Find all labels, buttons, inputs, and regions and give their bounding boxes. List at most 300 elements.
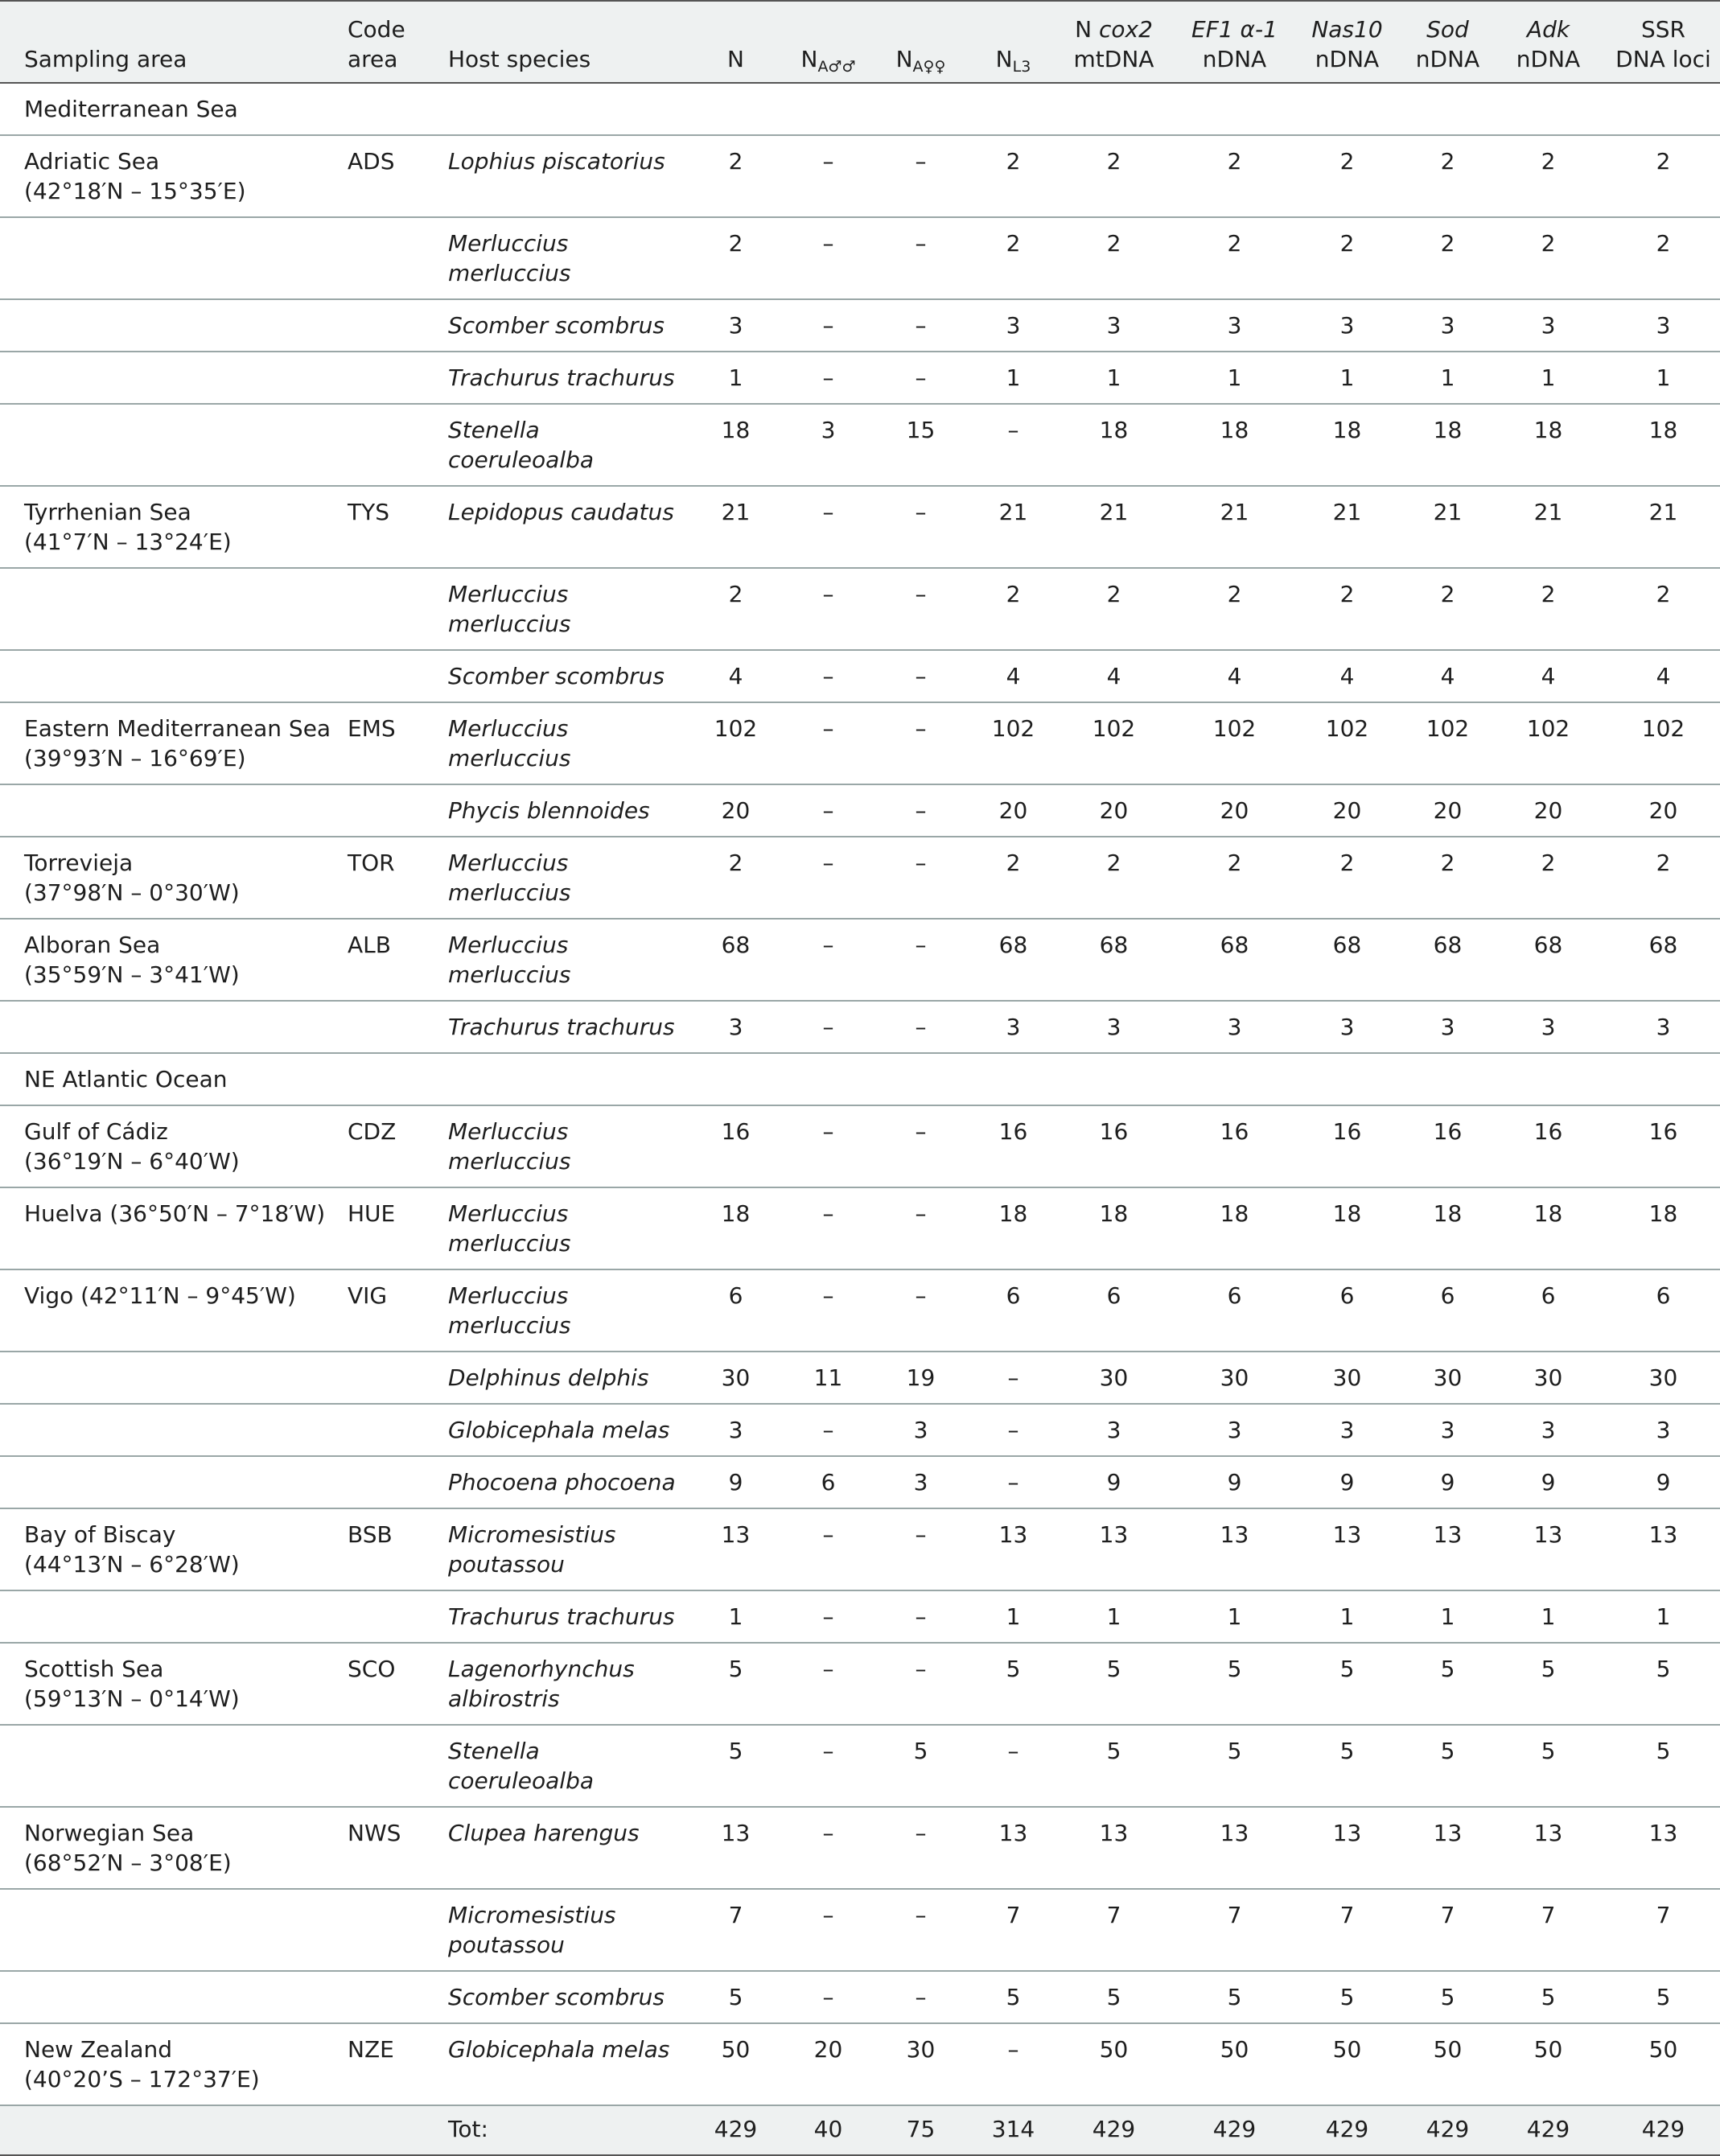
count-cell: – xyxy=(822,932,834,958)
count-cell: 68 xyxy=(1099,932,1129,958)
code-area-cell: TYS xyxy=(348,499,389,525)
count-cell: – xyxy=(822,1118,834,1145)
count-cell: 21 xyxy=(1099,499,1129,525)
count-cell: 21 xyxy=(998,499,1028,525)
count-cell: 18 xyxy=(1433,1200,1463,1227)
count-cell: 3 xyxy=(1106,1014,1121,1040)
count-cell: 16 xyxy=(721,1118,751,1145)
sampling-area-name: New Zealand xyxy=(24,2036,172,2063)
count-cell: – xyxy=(915,364,927,391)
count-cell: 3 xyxy=(728,312,743,339)
count-cell: – xyxy=(822,230,834,257)
sampling-area-cell xyxy=(0,1187,339,1269)
total-count-cell: 429 xyxy=(1092,2116,1136,2142)
count-cell: 2 xyxy=(1339,581,1355,607)
count-cell: 5 xyxy=(1106,1984,1121,2010)
count-cell: 3 xyxy=(1227,312,1242,339)
table-row xyxy=(0,1053,1720,1105)
count-cell: 18 xyxy=(721,1200,751,1227)
host-species-cell xyxy=(440,1053,689,1105)
header-row xyxy=(0,1,1720,83)
count-cell: 7 xyxy=(728,1902,743,1928)
count-cell: – xyxy=(915,850,927,876)
code-area-cell xyxy=(339,1404,440,1456)
count-cell: 3 xyxy=(1227,1417,1242,1443)
count-cell: – xyxy=(915,312,927,339)
total-count-cell: 314 xyxy=(991,2116,1035,2142)
count-cell: 13 xyxy=(1099,1521,1129,1548)
code-area-cell xyxy=(339,1352,440,1404)
count-cell: 7 xyxy=(1006,1902,1021,1928)
count-cell: 1 xyxy=(728,1603,743,1630)
count-cell: 30 xyxy=(1533,1364,1563,1391)
header-host-species: Host species xyxy=(448,46,591,72)
count-cell: – xyxy=(822,797,834,824)
count-cell: 2 xyxy=(1440,850,1455,876)
count-cell: 6 xyxy=(1106,1282,1121,1309)
count-cell: 20 xyxy=(1099,797,1129,824)
total-count-cell: 40 xyxy=(813,2116,843,2142)
count-cell: 7 xyxy=(1656,1902,1671,1928)
count-cell: 4 xyxy=(1656,663,1671,689)
count-cell: 6 xyxy=(1440,1282,1455,1309)
host-species-cell: Delphinus delphis xyxy=(448,1364,649,1391)
count-cell: 5 xyxy=(1339,1738,1355,1764)
sampling-area-cell xyxy=(0,1508,339,1590)
count-cell: 2 xyxy=(1106,148,1121,175)
count-cell: 16 xyxy=(1099,1118,1129,1145)
table-row xyxy=(0,1807,1720,1889)
host-species-cell: Lophius piscatorius xyxy=(448,148,665,175)
count-cell: – xyxy=(822,581,834,607)
count-cell: 2 xyxy=(1339,148,1355,175)
count-cell xyxy=(1393,1053,1502,1105)
host-species-cell: Scomber scombrus xyxy=(448,312,665,339)
count-cell: 102 xyxy=(1325,715,1369,742)
count-cell: 4 xyxy=(1006,663,1021,689)
count-cell: 3 xyxy=(1656,1417,1671,1443)
table-row xyxy=(0,1508,1720,1590)
count-cell: 13 xyxy=(721,1521,751,1548)
host-species-cell: Micromesistius poutassou xyxy=(448,1521,616,1578)
count-cell: 13 xyxy=(998,1521,1028,1548)
count-cell: 5 xyxy=(728,1984,743,2010)
count-cell: 102 xyxy=(1526,715,1570,742)
count-cell: 2 xyxy=(1440,230,1455,257)
count-cell: – xyxy=(915,499,927,525)
count-cell xyxy=(1594,83,1720,135)
count-cell: 18 xyxy=(1332,1200,1362,1227)
count-cell: – xyxy=(915,148,927,175)
count-cell xyxy=(874,83,967,135)
total-row xyxy=(0,2105,1720,2155)
count-cell: 1 xyxy=(1339,364,1355,391)
count-cell: 30 xyxy=(721,1364,751,1391)
table-row xyxy=(0,83,1720,135)
count-cell: 18 xyxy=(1099,1200,1129,1227)
host-species-cell: Micromesistius poutassou xyxy=(448,1902,616,1958)
count-cell: 5 xyxy=(1541,1738,1556,1764)
count-cell: 6 xyxy=(1541,1282,1556,1309)
count-cell: 1 xyxy=(728,364,743,391)
sampling-area-cell xyxy=(0,1643,339,1725)
count-cell: 3 xyxy=(1541,312,1556,339)
count-cell: – xyxy=(915,230,927,257)
code-area-cell: VIG xyxy=(348,1282,388,1309)
table-row xyxy=(0,837,1720,919)
count-cell: – xyxy=(915,1282,927,1309)
count-cell: 16 xyxy=(1220,1118,1249,1145)
count-cell: 50 xyxy=(1648,2036,1678,2063)
sampling-area-name: Eastern Mediterranean Sea xyxy=(24,715,331,742)
count-cell xyxy=(1502,1053,1594,1105)
host-species-cell: Merluccius merluccius xyxy=(448,230,571,286)
count-cell: 3 xyxy=(1440,1417,1455,1443)
code-area-cell xyxy=(339,650,440,702)
count-cell: 2 xyxy=(1006,148,1021,175)
count-cell: 2 xyxy=(1106,581,1121,607)
count-cell: 3 xyxy=(821,417,836,443)
count-cell: 13 xyxy=(998,1820,1028,1846)
count-cell: 13 xyxy=(1648,1820,1678,1846)
count-cell: 3 xyxy=(1339,1014,1355,1040)
count-cell: 68 xyxy=(1648,932,1678,958)
sampling-area-cell xyxy=(0,1590,339,1643)
sampling-area-cell xyxy=(0,1807,339,1889)
count-cell xyxy=(1301,83,1393,135)
table-row xyxy=(0,784,1720,837)
header-n-adult-females: $N_{A♀♀}$ xyxy=(895,46,946,76)
count-cell: 3 xyxy=(1006,1014,1021,1040)
count-cell: 9 xyxy=(1106,1469,1121,1496)
count-cell xyxy=(1594,1053,1720,1105)
count-cell: 5 xyxy=(1106,1656,1121,1682)
sampling-area-coordinates: (35°59′N – 3°41′W) xyxy=(24,961,240,988)
count-cell: 2 xyxy=(1541,850,1556,876)
count-cell: 13 xyxy=(1332,1521,1362,1548)
count-cell: – xyxy=(915,797,927,824)
header-code-area: Code area xyxy=(348,16,405,72)
code-area-cell: BSB xyxy=(348,1521,393,1548)
count-cell: – xyxy=(1007,2036,1019,2063)
table-row xyxy=(0,1269,1720,1352)
count-cell: – xyxy=(915,1118,927,1145)
table-row xyxy=(0,1404,1720,1456)
count-cell: 2 xyxy=(1656,230,1671,257)
count-cell: 1 xyxy=(1440,1603,1455,1630)
count-cell: – xyxy=(915,715,927,742)
code-area-cell xyxy=(339,83,440,135)
sampling-area-cell xyxy=(0,1001,339,1053)
count-cell xyxy=(1168,1053,1301,1105)
code-area-cell xyxy=(339,1725,440,1807)
count-cell: 18 xyxy=(1433,417,1463,443)
count-cell: – xyxy=(915,932,927,958)
count-cell: 3 xyxy=(1339,312,1355,339)
count-cell: 16 xyxy=(1533,1118,1563,1145)
count-cell: 102 xyxy=(1426,715,1470,742)
count-cell: 5 xyxy=(1227,1656,1242,1682)
count-cell: 20 xyxy=(1433,797,1463,824)
sampling-area-name: Gulf of Cádiz xyxy=(24,1118,168,1145)
count-cell: 6 xyxy=(821,1469,836,1496)
code-area-cell xyxy=(339,1001,440,1053)
sampling-area-name: Vigo (42°11′N – 9°45′W) xyxy=(24,1282,296,1309)
count-cell xyxy=(967,83,1060,135)
count-cell: 7 xyxy=(1541,1902,1556,1928)
table-row xyxy=(0,1889,1720,1971)
code-area-cell: ALB xyxy=(348,932,391,958)
count-cell: 1 xyxy=(1440,364,1455,391)
host-species-cell: Merluccius merluccius xyxy=(448,1200,571,1257)
code-area-cell: CDZ xyxy=(348,1118,397,1145)
count-cell: 21 xyxy=(1332,499,1362,525)
count-cell: 68 xyxy=(1332,932,1362,958)
count-cell: 2 xyxy=(1656,581,1671,607)
header-n-l3: $N_{L3}$ xyxy=(995,46,1031,76)
count-cell: – xyxy=(1007,1738,1019,1764)
count-cell: 2 xyxy=(1227,230,1242,257)
code-area-cell xyxy=(339,299,440,352)
count-cell: 9 xyxy=(1339,1469,1355,1496)
host-species-cell: Trachurus trachurus xyxy=(448,364,675,391)
count-cell: 30 xyxy=(1220,1364,1249,1391)
count-cell: 5 xyxy=(913,1738,928,1764)
table-row xyxy=(0,486,1720,568)
count-cell: 7 xyxy=(1106,1902,1121,1928)
count-cell: 102 xyxy=(1641,715,1685,742)
count-cell: 2 xyxy=(1106,850,1121,876)
count-cell: 2 xyxy=(1541,581,1556,607)
sampling-area-name: Alboran Sea xyxy=(24,932,161,958)
count-cell: 5 xyxy=(1339,1984,1355,2010)
count-cell: 9 xyxy=(728,1469,743,1496)
count-cell: 20 xyxy=(998,797,1028,824)
count-cell: 5 xyxy=(1656,1984,1671,2010)
count-cell: 1 xyxy=(1227,364,1242,391)
sampling-area-cell xyxy=(0,1971,339,2023)
sampling-area-cell xyxy=(0,404,339,486)
count-cell: 68 xyxy=(721,932,751,958)
count-cell: 13 xyxy=(1220,1521,1249,1548)
code-area-cell xyxy=(339,1971,440,2023)
count-cell: 5 xyxy=(1006,1984,1021,2010)
code-area-cell xyxy=(339,1053,440,1105)
count-cell: – xyxy=(822,1603,834,1630)
host-species-cell: Clupea harengus xyxy=(448,1820,640,1846)
code-area-cell xyxy=(339,568,440,650)
count-cell: – xyxy=(822,1820,834,1846)
count-cell: 18 xyxy=(721,417,751,443)
count-cell: – xyxy=(915,1603,927,1630)
sampling-area-coordinates: (44°13′N – 6°28′W) xyxy=(24,1551,240,1578)
host-species-cell: Stenella coeruleoalba xyxy=(448,417,595,473)
count-cell: 3 xyxy=(1106,312,1121,339)
code-area-cell: NZE xyxy=(348,2036,394,2063)
sampling-area-cell xyxy=(0,299,339,352)
count-cell: 13 xyxy=(1648,1521,1678,1548)
count-cell: 3 xyxy=(1339,1417,1355,1443)
sampling-area-cell xyxy=(0,1889,339,1971)
host-species-cell: Scomber scombrus xyxy=(448,663,665,689)
count-cell: 11 xyxy=(813,1364,843,1391)
table-row xyxy=(0,352,1720,404)
code-area-cell xyxy=(339,1590,440,1643)
sampling-area-name: Tyrrhenian Sea xyxy=(24,499,191,525)
count-cell: – xyxy=(915,1521,927,1548)
total-empty-cell xyxy=(339,2105,440,2155)
count-cell: 9 xyxy=(1541,1469,1556,1496)
count-cell: – xyxy=(822,148,834,175)
header-n-adult-males: $N_{A♂♂}$ xyxy=(800,46,856,76)
total-count-cell: 429 xyxy=(714,2116,758,2142)
count-cell: 6 xyxy=(1339,1282,1355,1309)
count-cell: 21 xyxy=(1648,499,1678,525)
count-cell: 18 xyxy=(1648,417,1678,443)
count-cell: 13 xyxy=(721,1820,751,1846)
count-cell: 102 xyxy=(1212,715,1257,742)
host-species-cell: Trachurus trachurus xyxy=(448,1603,675,1630)
table-row xyxy=(0,650,1720,702)
count-cell: 102 xyxy=(714,715,758,742)
count-cell: – xyxy=(822,499,834,525)
count-cell: 18 xyxy=(1332,417,1362,443)
count-cell: 3 xyxy=(1106,1417,1121,1443)
table-row xyxy=(0,568,1720,650)
count-cell: 9 xyxy=(1656,1469,1671,1496)
host-species-cell: Lagenorhynchus albirostris xyxy=(448,1656,635,1712)
count-cell: 18 xyxy=(1648,1200,1678,1227)
sampling-area-name: Torrevieja xyxy=(24,850,134,876)
table-row xyxy=(0,1590,1720,1643)
count-cell: 5 xyxy=(1440,1656,1455,1682)
count-cell: 102 xyxy=(991,715,1035,742)
host-species-cell: Merluccius merluccius xyxy=(448,850,571,906)
count-cell: – xyxy=(822,1902,834,1928)
sampling-area-coordinates: (40°20’S – 172°37′E) xyxy=(24,2066,260,2092)
count-cell: – xyxy=(822,1282,834,1309)
count-cell: – xyxy=(915,663,927,689)
sampling-area-cell xyxy=(0,837,339,919)
count-cell: 2 xyxy=(1227,148,1242,175)
count-cell: 20 xyxy=(1332,797,1362,824)
total-empty-cell xyxy=(0,2105,339,2155)
table-row xyxy=(0,1456,1720,1508)
count-cell: 18 xyxy=(1533,417,1563,443)
count-cell: 3 xyxy=(1541,1417,1556,1443)
count-cell: 20 xyxy=(1648,797,1678,824)
sampling-area-coordinates: (68°52′N – 3°08′E) xyxy=(24,1849,232,1876)
sampling-area-cell xyxy=(0,919,339,1001)
total-count-cell: 429 xyxy=(1641,2116,1685,2142)
sampling-area-coordinates: (37°98′N – 0°30′W) xyxy=(24,879,240,906)
count-cell: 21 xyxy=(1433,499,1463,525)
table-row xyxy=(0,919,1720,1001)
count-cell: 68 xyxy=(998,932,1028,958)
code-area-cell xyxy=(339,1889,440,1971)
count-cell: – xyxy=(822,1656,834,1682)
sampling-area-coordinates: (39°93′N – 16°69′E) xyxy=(24,745,246,771)
sampling-area-coordinates: (36°19′N – 6°40′W) xyxy=(24,1148,240,1175)
code-area-cell xyxy=(339,217,440,299)
count-cell: 15 xyxy=(906,417,936,443)
sampling-area-cell xyxy=(0,486,339,568)
count-cell: 5 xyxy=(1440,1738,1455,1764)
count-cell: 3 xyxy=(913,1417,928,1443)
total-count-cell: 429 xyxy=(1212,2116,1257,2142)
count-cell: 5 xyxy=(1656,1738,1671,1764)
count-cell: 13 xyxy=(1099,1820,1129,1846)
count-cell: 5 xyxy=(1656,1656,1671,1682)
count-cell: 6 xyxy=(1006,1282,1021,1309)
count-cell: 21 xyxy=(721,499,751,525)
table-body xyxy=(0,83,1720,2155)
count-cell: – xyxy=(822,312,834,339)
count-cell: 16 xyxy=(1433,1118,1463,1145)
count-cell: 1 xyxy=(1541,364,1556,391)
count-cell xyxy=(689,1053,782,1105)
count-cell: 50 xyxy=(1533,2036,1563,2063)
count-cell: 4 xyxy=(1106,663,1121,689)
sampling-area-cell xyxy=(0,1053,339,1105)
code-area-cell: EMS xyxy=(348,715,396,742)
count-cell: 7 xyxy=(1339,1902,1355,1928)
count-cell: 2 xyxy=(1339,230,1355,257)
table-row xyxy=(0,404,1720,486)
sampling-area-name: Huelva (36°50′N – 7°18′W) xyxy=(24,1200,326,1227)
header-ef1-ndna: EF1 α-1 nDNA xyxy=(1191,16,1278,72)
count-cell: 21 xyxy=(1533,499,1563,525)
sampling-area-cell xyxy=(0,702,339,784)
table-row xyxy=(0,1352,1720,1404)
total-count-cell: 75 xyxy=(906,2116,936,2142)
count-cell: 1 xyxy=(1106,1603,1121,1630)
sampling-area-cell xyxy=(0,217,339,299)
count-cell: 68 xyxy=(1220,932,1249,958)
count-cell: 2 xyxy=(1656,850,1671,876)
table-row xyxy=(0,217,1720,299)
code-area-cell: NWS xyxy=(348,1820,401,1846)
header-n: N xyxy=(727,46,744,72)
sampling-area-name: NE Atlantic Ocean xyxy=(24,1066,228,1092)
count-cell: 1 xyxy=(1339,1603,1355,1630)
count-cell: – xyxy=(915,1902,927,1928)
count-cell: 30 xyxy=(1433,1364,1463,1391)
count-cell: 2 xyxy=(1106,230,1121,257)
host-species-cell: Lepidopus caudatus xyxy=(448,499,674,525)
count-cell xyxy=(782,83,874,135)
host-species-cell: Stenella coeruleoalba xyxy=(448,1738,595,1794)
count-cell: 2 xyxy=(1006,850,1021,876)
count-cell: 4 xyxy=(1227,663,1242,689)
count-cell: 18 xyxy=(1533,1200,1563,1227)
sampling-area-cell xyxy=(0,1456,339,1508)
count-cell: – xyxy=(822,1738,834,1764)
table-row xyxy=(0,135,1720,217)
count-cell: 3 xyxy=(1227,1014,1242,1040)
code-area-cell: SCO xyxy=(348,1656,396,1682)
sampling-area-cell xyxy=(0,1269,339,1352)
sampling-area-cell xyxy=(0,2023,339,2105)
count-cell: 18 xyxy=(1099,417,1129,443)
count-cell xyxy=(1060,83,1168,135)
count-cell: 1 xyxy=(1227,1603,1242,1630)
count-cell: 6 xyxy=(1227,1282,1242,1309)
sampling-area-coordinates: (59°13′N – 0°14′W) xyxy=(24,1685,240,1712)
code-area-cell xyxy=(339,1456,440,1508)
count-cell: – xyxy=(915,1820,927,1846)
host-species-cell: Phocoena phocoena xyxy=(448,1469,676,1496)
